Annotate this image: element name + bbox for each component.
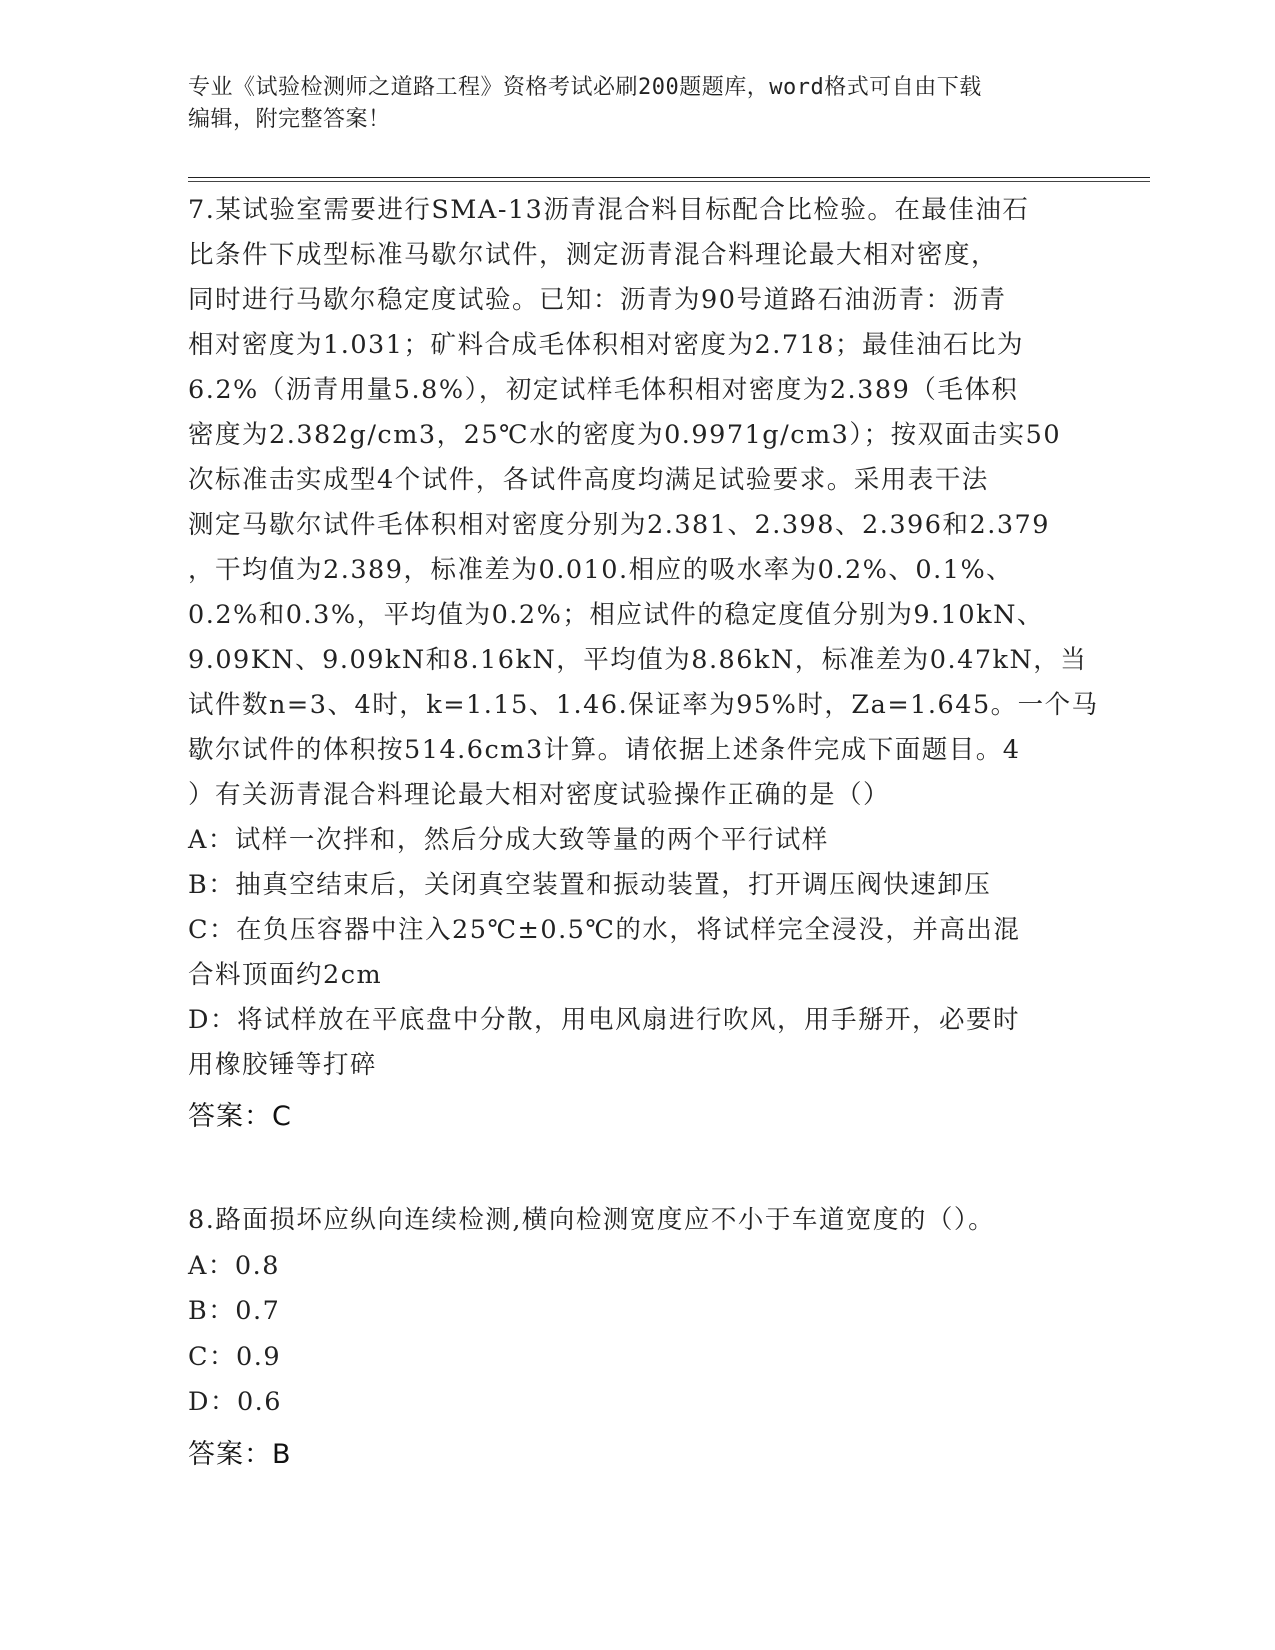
header-rule-thick (188, 177, 1150, 178)
question-7-line: 同时进行马歇尔稳定度试验。已知：沥青为90号道路石油沥青：沥青 (188, 285, 1007, 315)
question-8-option-c: C：0.9 (188, 1341, 282, 1372)
question-7-option-a: A：试样一次拌和，然后分成大致等量的两个平行试样 (188, 825, 829, 855)
question-7-option-c: C：在负压容器中注入25℃±0.5℃的水，将试样完全浸没，并高出混 (188, 915, 1021, 945)
question-8-option-a: A：0.8 (188, 1250, 280, 1281)
question-7-line: 0.2%和0.3%，平均值为0.2%；相应试件的稳定度值分别为9.10kN、 (188, 600, 1044, 630)
question-7-line: ）有关沥青混合料理论最大相对密度试验操作正确的是（） (188, 780, 891, 810)
question-8-option-d: D：0.6 (188, 1387, 282, 1417)
question-7-line: 测定马歇尔试件毛体积相对密度分别为2.381、2.398、2.396和2.379 (188, 510, 1051, 540)
question-7-line: 试件数n=3、4时，k=1.15、1.46.保证率为95%时，Za=1.645。一个马 (188, 690, 1099, 720)
question-7-line: 比条件下成型标准马歇尔试件，测定沥青混合料理论最大相对密度， (188, 240, 999, 270)
question-7-line: 6.2%（沥青用量5.8%），初定试样毛体积相对密度为2.389（毛体积 (188, 375, 1019, 405)
header-line-2: 编辑，附完整答案！ (188, 107, 391, 132)
question-8 (188, 1198, 1088, 1484)
question-7-option-b: B：抽真空结束后，关闭真空装置和振动装置，打开调压阀快速卸压 (188, 870, 992, 900)
question-8-stem: 8.路面损坏应纵向连续检测,横向检测宽度应不小于车道宽度的（）。 (188, 1205, 996, 1235)
question-7-option-c-cont: 合料顶面约2cm (188, 960, 383, 990)
document-header (188, 72, 1068, 136)
question-7-line: 7.某试验室需要进行SMA-13沥青混合料目标配合比检验。在最佳油石 (188, 195, 1030, 225)
question-7-answer: 答案：C (188, 1101, 292, 1132)
question-7-line: 9.09KN、9.09kN和8.16kN，平均值为8.86kN，标准差为0.47kN，当 (188, 645, 1088, 675)
question-7-line: 歇尔试件的体积按514.6cm3计算。请依据上述条件完成下面题目。4 (188, 735, 1021, 765)
question-spacer (188, 1146, 1088, 1198)
header-rule-thin (188, 181, 1150, 182)
question-7-option-d: D：将试样放在平底盘中分散，用电风扇进行吹风，用手掰开，必要时 (188, 1005, 1020, 1035)
question-8-option-b: B：0.7 (188, 1296, 281, 1326)
document-body (188, 188, 1099, 1484)
question-7-line: 密度为2.382g/cm3，25℃水的密度为0.9971g/cm3）；按双面击实50 (188, 420, 1062, 450)
question-7-line: ，干均值为2.389，标准差为0.010.相应的吸水率为0.2%、0.1%、 (188, 555, 1014, 585)
question-7 (188, 188, 1099, 1146)
question-7-line: 次标准击实成型4个试件，各试件高度均满足试验要求。采用表干法 (188, 465, 989, 495)
question-7-option-d-cont: 用橡胶锤等打碎 (188, 1050, 378, 1080)
question-7-line: 相对密度为1.031；矿料合成毛体积相对密度为2.718；最佳油石比为 (188, 330, 1025, 360)
header-line-1: 专业《试验检测师之道路工程》资格考试必刷200题题库，word格式可自由下载 (188, 75, 982, 100)
question-8-answer: 答案：B (188, 1438, 292, 1470)
